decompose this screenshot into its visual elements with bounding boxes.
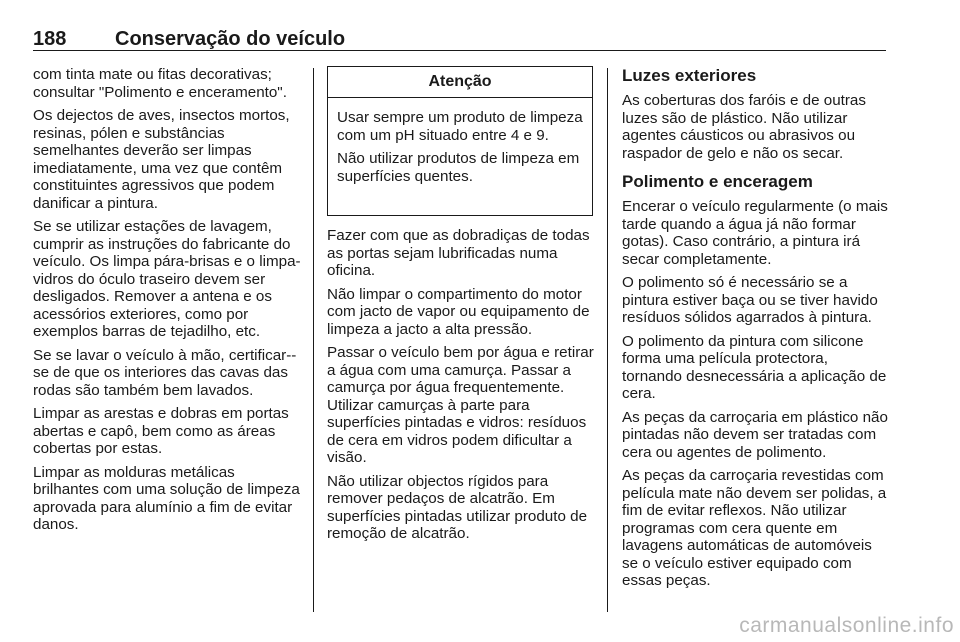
paragraph: Não utilizar objectos rígidos para remover pedaços de alcatrão. Em superfícies pintadas utilizar produto de remoção de alcatrão. bbox=[327, 472, 588, 542]
paragraph: Limpar as arestas e dobras em portas abertas e capô, bem como as áreas cobertas por estas. bbox=[33, 405, 289, 457]
text-column-2 bbox=[327, 227, 595, 549]
paragraph: As coberturas dos faróis e de outras luzes são de plástico. Não utilizar agentes cáusticos ou abrasivos ou raspador de gelo e não os secar. bbox=[622, 92, 866, 162]
attention-box bbox=[327, 66, 593, 216]
paragraph: Se se utilizar estações de lavagem, cumprir as instruções do fabricante do veículo. Os limpa pára-brisas e o limpa-vidros do óculo traseiro devem ser desligados. Remover a antena e os acessórios exteriores, como por exemplos barras de tejadilho, etc. bbox=[33, 218, 301, 340]
paragraph: Fazer com que as dobradiças de todas as portas sejam lubrificadas numa oficina. bbox=[327, 227, 590, 279]
paragraph: O polimento da pintura com silicone forma uma película protectora, tornando desnecessária a aplicação de cera. bbox=[622, 332, 887, 402]
paragraph: Limpar as molduras metálicas brilhantes com uma solução de limpeza aprovada para alumínio a fim de evitar danos. bbox=[33, 463, 300, 533]
paragraph: O polimento só é necessário se a pintura estiver baça ou se tiver havido resíduos sólidos agarrados à pintura. bbox=[622, 274, 878, 326]
section-heading-polishing: Polimento e enceragem bbox=[622, 172, 813, 191]
section-heading-exterior-lights: Luzes exteriores bbox=[622, 66, 757, 85]
column-divider-right bbox=[607, 68, 608, 612]
paragraph: As peças da carroçaria em plástico não pintadas não devem ser tratadas com cera ou agentes de polimento. bbox=[622, 408, 888, 461]
paragraph: Não limpar o compartimento do motor com jacto de vapor ou equipamento de limpeza a jacto a alta pressão. bbox=[327, 285, 590, 338]
paragraph: Passar o veículo bem por água e retirar a água com uma camurça. Passar a camurça por água frequentemente. Utilizar camurças à parte para superfícies pintadas e vidros: resíduos de cera em vidros podem dificultar a visão. bbox=[327, 344, 594, 466]
paragraph: Encerar o veículo regularmente (o mais tarde quando a água já não formar gotas). Caso contrário, a pintura irá secar completamente. bbox=[622, 198, 888, 268]
attention-body bbox=[328, 98, 592, 185]
paragraph: Se se lavar o veículo à mão, certificar--se de que os interiores das cavas das rodas são também bem lavados. bbox=[33, 346, 297, 399]
text-column-1 bbox=[33, 66, 301, 540]
attention-paragraph: Não utilizar produtos de limpeza em superfícies quentes. bbox=[337, 150, 580, 185]
paragraph: com tinta mate ou fitas decorativas; consultar "Polimento e enceramento". bbox=[33, 66, 287, 101]
attention-paragraph: Usar sempre um produto de limpeza com um pH situado entre 4 e 9. bbox=[337, 109, 583, 144]
paragraph: Os dejectos de aves, insectos mortos, resinas, pólen e substâncias semelhantes deverão ser limpas imediatamente, uma vez que contêm constituintes agressivos que podem danificar a pintura. bbox=[33, 107, 290, 212]
text-column-3 bbox=[622, 66, 890, 596]
watermark: carmanualsonline.info bbox=[739, 614, 954, 637]
attention-title: Atenção bbox=[328, 67, 592, 98]
paragraph: As peças da carroçaria revestidas com película mate não devem ser polidas, a fim de evitar reflexos. Não utilizar programas com cera quente em lavagens automáticas de automóveis se o veículo estiver equipado com essas peças. bbox=[622, 467, 887, 589]
page-number: 188 bbox=[33, 28, 67, 50]
header-divider bbox=[33, 50, 886, 51]
chapter-title: Conservação do veículo bbox=[115, 28, 346, 50]
column-divider-left bbox=[313, 68, 314, 612]
